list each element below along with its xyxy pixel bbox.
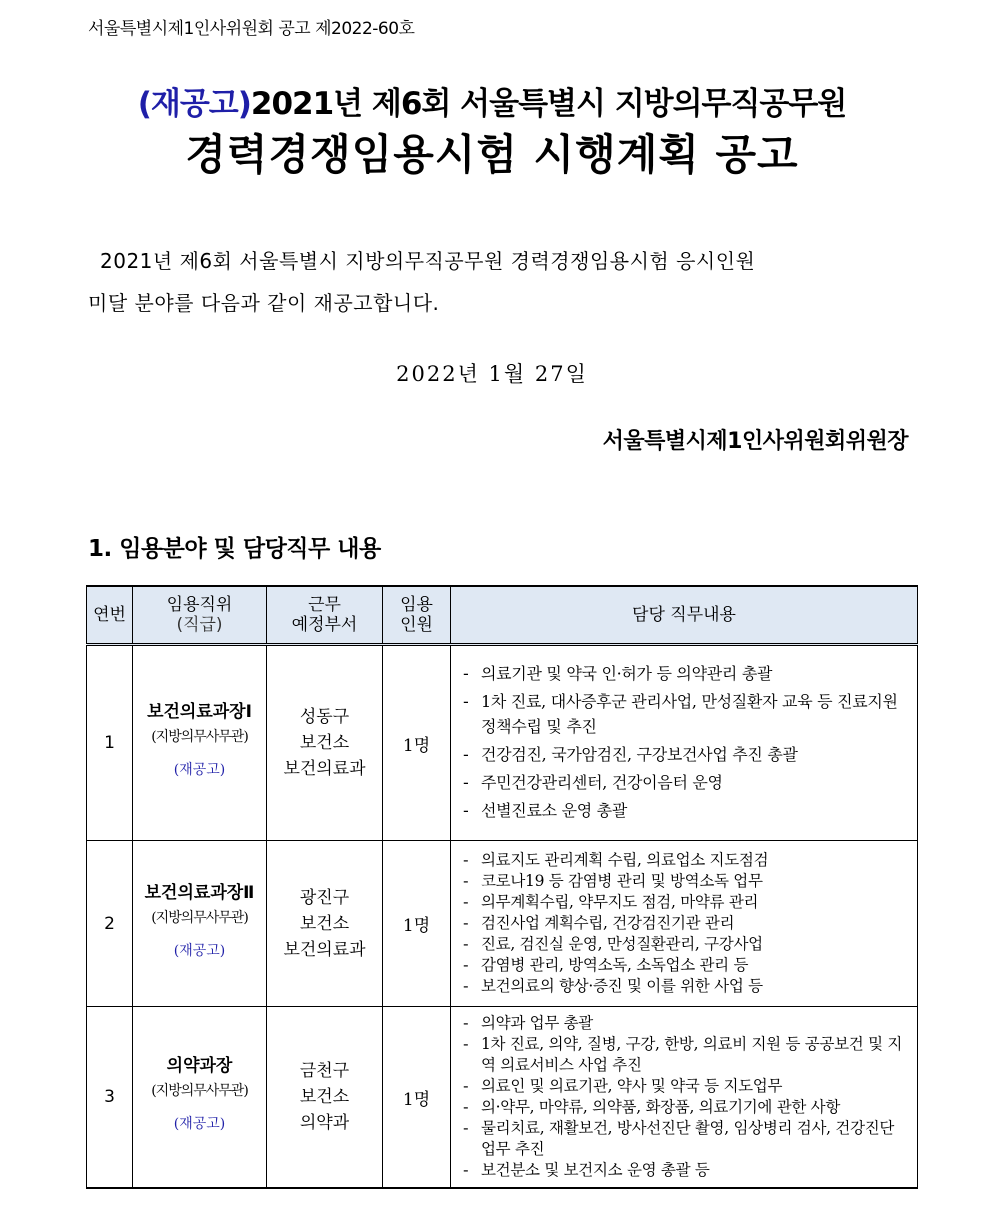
announcement-number: 서울특별시제1인사위원회 공고 제2022-60호 [88, 19, 415, 39]
duty-item: - 의무계획수립, 약무지도 점검, 마약류 관리 [461, 892, 911, 913]
row-duties [451, 1007, 918, 1189]
title-line2: 경력경쟁임용시험 시행계획 공고 [185, 130, 799, 179]
position-title: 의약과장 [166, 1056, 233, 1076]
row-no: 3 [87, 1007, 133, 1189]
duty-item: - 1차 진료, 의약, 질병, 구강, 한방, 의료비 지원 등 공공보건 및 지역 의료서비스 사업 추진 [461, 1034, 911, 1076]
signer: 서울특별시제1인사위원회위원장 [602, 429, 908, 454]
title-line1 [0, 82, 984, 126]
intro-line1: 2021년 제6회 서울특별시 지방의무직공무원 경력경쟁임용시험 응시인원 [100, 249, 756, 273]
duty-item: - 보건분소 및 보건지소 운영 총괄 등 [461, 1160, 911, 1181]
duty-item: - 물리치료, 재활보건, 방사선진단 촬영, 임상병리 검사, 건강진단 업무 추진 [461, 1118, 911, 1160]
row-count: 1명 [383, 841, 451, 1007]
duty-item: - 의·약무, 마약류, 의약품, 화장품, 의료기기에 관한 사항 [461, 1097, 911, 1118]
section-heading: 1. 임용분야 및 담당직무 내용 [88, 536, 381, 562]
re-announcement-label: (재공고) [173, 762, 226, 778]
header-dept: 근무 예정부서 [267, 586, 383, 645]
header-no: 연번 [87, 586, 133, 645]
row-count: 1명 [383, 1007, 451, 1189]
position-rank: (지방의무사무관) [151, 1083, 248, 1099]
re-announcement-label: (재공고) [173, 1116, 226, 1132]
duty-item: - 1차 진료, 대사증후군 관리사업, 만성질환자 교육 등 진료지원 정책수립 및 추진 [461, 689, 911, 739]
row-position [133, 841, 267, 1007]
header-duties: 담당 직무내용 [451, 586, 918, 645]
row-duties [451, 841, 918, 1007]
intro-paragraph [88, 240, 910, 324]
duty-item: - 선별진료소 운영 총괄 [461, 798, 911, 823]
table-row [87, 645, 918, 841]
header-position: 임용직위 (직급) [133, 586, 267, 645]
intro-line2: 미달 분야를 다음과 같이 재공고합니다. [88, 291, 440, 315]
duty-item: - 건강검진, 국가암검진, 구강보건사업 추진 총괄 [461, 742, 911, 767]
duty-item: - 의료인 및 의료기관, 약사 및 약국 등 지도업무 [461, 1076, 911, 1097]
row-no: 1 [87, 645, 133, 841]
re-announcement-tag: (재공고) [137, 86, 251, 122]
position-title: 보건의료과장Ⅱ [144, 882, 255, 903]
position-rank: (지방의무사무관) [151, 729, 248, 745]
position-title: 보건의료과장Ⅰ [147, 702, 252, 722]
duty-item: - 의료지도 관리계획 수립, 의료업소 지도점검 [461, 850, 911, 871]
row-dept: 광진구 보건소 보건의료과 [267, 841, 383, 1007]
row-dept: 성동구 보건소 보건의료과 [267, 645, 383, 841]
title-line1-text: 2021년 제6회 서울특별시 지방의무직공무원 [250, 86, 847, 122]
row-position [133, 645, 267, 841]
row-position [133, 1007, 267, 1189]
announcement-date: 2022년 1월 27일 [396, 362, 588, 386]
row-dept: 금천구 보건소 의약과 [267, 1007, 383, 1189]
duty-item: - 검진사업 계획수립, 건강검진기관 관리 [461, 913, 911, 934]
row-duties [451, 645, 918, 841]
duty-item: - 감염병 관리, 방역소독, 소독업소 관리 등 [461, 955, 911, 976]
duty-item: - 의약과 업무 총괄 [461, 1013, 911, 1034]
title-block [0, 82, 984, 184]
header-count: 임용 인원 [383, 586, 451, 645]
positions-table [86, 585, 918, 1189]
table-row [87, 841, 918, 1007]
duty-item: - 코로나19 등 감염병 관리 및 방역소독 업무 [461, 871, 911, 892]
duty-item: - 주민건강관리센터, 건강이음터 운영 [461, 770, 911, 795]
table-header-row [87, 586, 918, 645]
row-no: 2 [87, 841, 133, 1007]
duty-item: - 보건의료의 향상·증진 및 이를 위한 사업 등 [461, 976, 911, 997]
position-rank: (지방의무사무관) [151, 909, 248, 926]
row-count: 1명 [383, 645, 451, 841]
re-announcement-label: (재공고) [173, 942, 226, 959]
duty-item: - 진료, 검진실 운영, 만성질환관리, 구강사업 [461, 934, 911, 955]
duty-item: - 의료기관 및 약국 인·허가 등 의약관리 총괄 [461, 661, 911, 686]
table-row [87, 1007, 918, 1189]
